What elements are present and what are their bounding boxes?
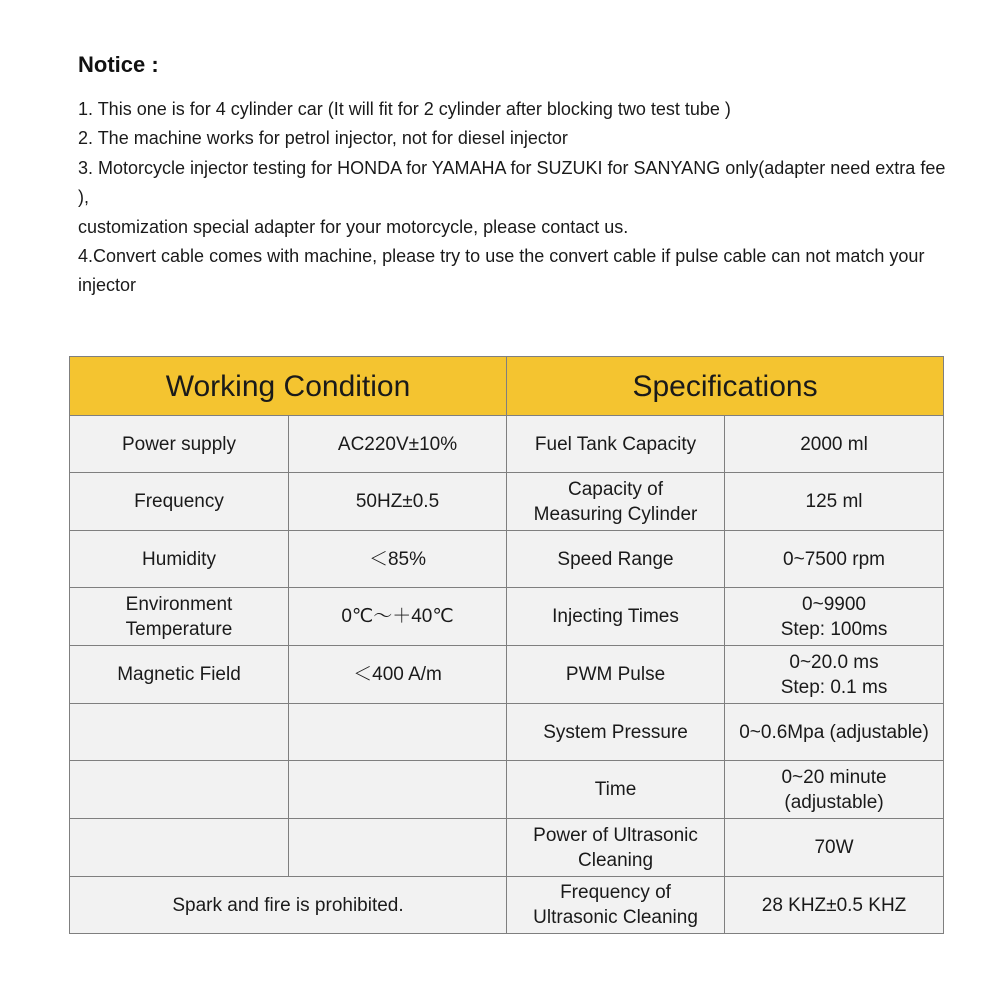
working-value: AC220V±10% <box>289 416 507 473</box>
spec-value: 0~0.6Mpa (adjustable) <box>725 704 944 761</box>
table-row <box>70 761 944 819</box>
table-row <box>70 416 944 473</box>
working-value: 0℃～＋40℃ <box>289 588 507 646</box>
table-row <box>70 704 944 761</box>
spec-value: 0~9900 Step: 100ms <box>725 588 944 646</box>
empty-cell <box>70 819 289 877</box>
spec-label: Time <box>507 761 725 819</box>
spec-label: Injecting Times <box>507 588 725 646</box>
working-value: 50HZ±0.5 <box>289 473 507 531</box>
table-row <box>70 588 944 646</box>
notice-line: 4.Convert cable comes with machine, please try to use the convert cable if pulse cable can not match your injector <box>78 246 925 296</box>
table-row <box>70 646 944 704</box>
spec-label: Power of Ultrasonic Cleaning <box>507 819 725 877</box>
spec-value: 28 KHZ±0.5 KHZ <box>725 877 944 934</box>
specifications-header: Specifications <box>507 357 944 416</box>
spec-label: Capacity of Measuring Cylinder <box>507 473 725 531</box>
working-label: Power supply <box>70 416 289 473</box>
working-label: Humidity <box>70 531 289 588</box>
spec-label: Frequency of Ultrasonic Cleaning <box>507 877 725 934</box>
spec-value: 0~7500 rpm <box>725 531 944 588</box>
spec-label: PWM Pulse <box>507 646 725 704</box>
spec-value: 70W <box>725 819 944 877</box>
notice-list <box>78 95 958 301</box>
notice-line: 1. This one is for 4 cylinder car (It will fit for 2 cylinder after blocking two test tube ) <box>78 99 731 119</box>
spec-value: 125 ml <box>725 473 944 531</box>
table-row <box>70 877 944 934</box>
working-value: ＜85% <box>289 531 507 588</box>
working-value: ＜400 A/m <box>289 646 507 704</box>
empty-cell <box>289 761 507 819</box>
table-row <box>70 473 944 531</box>
spec-label: Speed Range <box>507 531 725 588</box>
spec-value: 2000 ml <box>725 416 944 473</box>
empty-cell <box>70 761 289 819</box>
spec-value: 0~20 minute (adjustable) <box>725 761 944 819</box>
working-label: Magnetic Field <box>70 646 289 704</box>
working-label: Environment Temperature <box>70 588 289 646</box>
table-row <box>70 819 944 877</box>
notice-line: 3. Motorcycle injector testing for HONDA for YAMAHA for SUZUKI for SANYANG only(adapter need extra fee ), <box>78 157 946 208</box>
notice-line: customization special adapter for your motorcycle, please contact us. <box>78 216 629 237</box>
empty-cell <box>289 819 507 877</box>
spec-table <box>69 356 944 934</box>
notice-line: 2. The machine works for petrol injector, not for diesel injector <box>78 128 568 149</box>
spec-label: Fuel Tank Capacity <box>507 416 725 473</box>
spec-label: System Pressure <box>507 704 725 761</box>
empty-cell <box>70 704 289 761</box>
working-condition-header: Working Condition <box>70 357 507 416</box>
table-row <box>70 531 944 588</box>
table-header-row <box>70 357 944 416</box>
working-label: Frequency <box>70 473 289 531</box>
notice-title: Notice : <box>78 52 159 77</box>
warning-text: Spark and fire is prohibited. <box>70 877 507 934</box>
spec-value: 0~20.0 ms Step: 0.1 ms <box>725 646 944 704</box>
empty-cell <box>289 704 507 761</box>
